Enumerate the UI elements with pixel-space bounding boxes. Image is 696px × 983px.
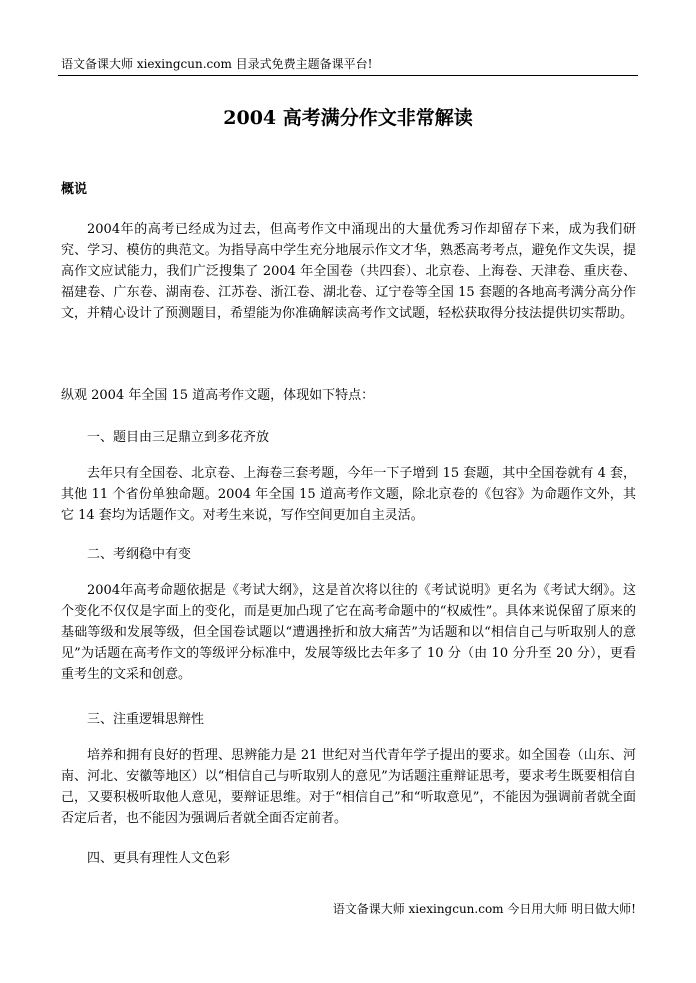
header-divider [58, 75, 638, 76]
summary-line: 纵观 2004 年全国 15 道高考作文题，体现如下特点： [61, 388, 375, 403]
section-heading-3: 三、注重逻辑思辩性 [87, 712, 205, 727]
page-header: 语文备课大师 xiexingcun.com 目录式免费主题备课平台! [61, 57, 373, 71]
document-title: 2004 高考满分作文非常解读 [223, 107, 473, 129]
section-heading-4: 四、更具有理性人文色彩 [87, 851, 231, 866]
section-body-2: 2004年高考命题依据是《考试大纲》，这是首次将以往的《考试说明》更名为《考试大纲》。这个变化不仅仅是字面上的变化，而是更加凸现了它在高考命题中的“权威性”。具体来说保留了原来的基础等级和发展等级，但全国卷试题以“遭遇挫折和放大痛苦”为话题和以“相信自己与听取别人的意见”为话题在高考作文的等级评分标准中，发展等级比去年多了 10 分（由 10 分升至 20 分），更看重考生的文采和创意。 [61, 583, 636, 682]
section-body-3: 培养和拥有良好的哲理、思辨能力是 21 世纪对当代青年学子提出的要求。如全国卷（山东、河南、河北、安徽等地区）以“相信自己与听取别人的意见”为话题注重辩证思考，要求考生既要相信自己，又要积极听取他人意见，要辩证思维。对于“相信自己”和“听取意见”，不能因为强调前者就全面否定后者，也不能因为强调后者就全面否定前者。 [61, 748, 636, 826]
page-footer: 语文备课大师 xiexingcun.com 今日用大师 明日做大师! [332, 902, 636, 916]
intro-paragraph: 2004年的高考已经成为过去，但高考作文中涌现出的大量优秀习作却留存下来，成为我们研究、学习、模仿的典范文。为指导高中学生充分地展示作文才华，熟悉高考考点，避免作文失误，提高作文应试能力，我们广泛搜集了 2004 年全国卷（共四套）、北京卷、上海卷、天津卷、重庆卷、福建卷、广东卷、湖南卷、江苏卷、浙江卷、湖北卷、辽宁卷等全国 15 套题的各地高考满分高分作文，并精心设计了预测题目，希望能为你准确解读高考作文试题，轻松获取得分技法提供切实帮助。 [61, 222, 636, 321]
section-body-1: 去年只有全国卷、北京卷、上海卷三套考题，今年一下子增到 15 套题，其中全国卷就有 4 套，其他 11 个省份单独命题。2004 年全国 15 道高考作文题，除北京卷的《包容》为命题作文外，其它 14 套均为话题作文。对考生来说，写作空间更加自主灵活。 [61, 466, 636, 523]
section-heading-2: 二、考纲稳中有变 [87, 547, 192, 562]
section-heading-1: 一、题目由三足鼎立到多花齐放 [87, 430, 270, 445]
overview-heading: 概说 [61, 182, 88, 197]
